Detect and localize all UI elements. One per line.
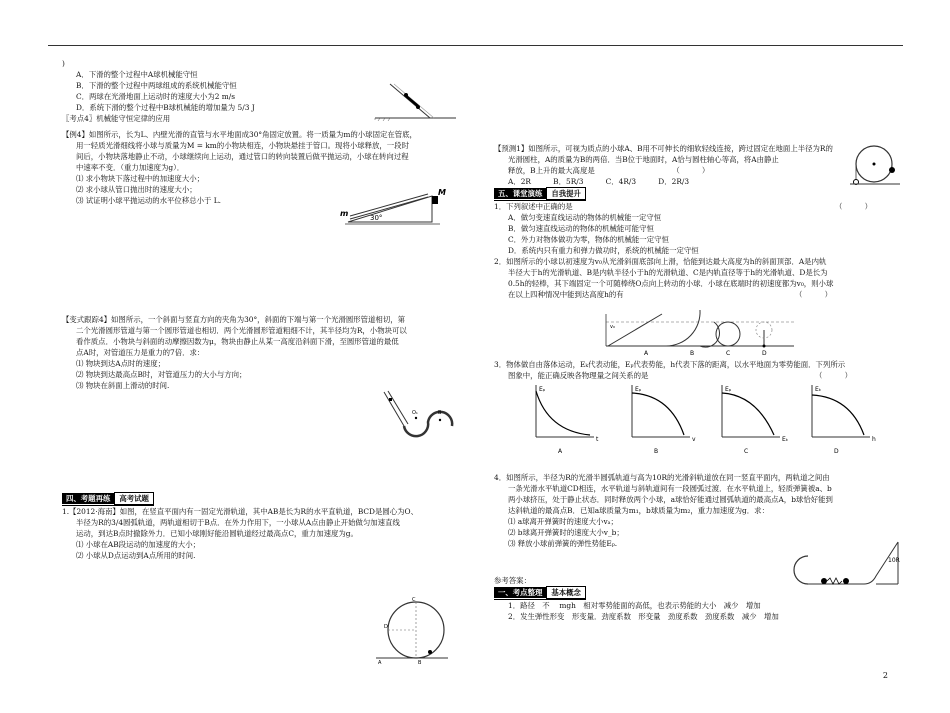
option: B．做匀速直线运动的物体的机械能可能守恒 — [508, 224, 654, 233]
svg-text:C: C — [412, 597, 416, 603]
section-heading-5 — [494, 187, 586, 201]
sub-question: ⑵ 物块到达最高点B时，对管道压力的大小与方向； — [76, 370, 247, 379]
graph-a — [536, 385, 599, 455]
practice-line: 在以上四种情况中能到达高度h的有 — [508, 290, 624, 299]
question-tail: ) — [62, 59, 65, 68]
svg-text:O₁: O₁ — [412, 410, 418, 416]
sub-question: ⑴ 物块到达A点时的速度； — [76, 359, 165, 368]
practice-line: 两小球挤压，处于静止状态．同时释放两个小球，a球恰好能通过圆弧轨道的最高点A，b球恰好能到 — [508, 495, 833, 504]
x-label: t — [596, 436, 599, 443]
y-label: Eₚ — [725, 386, 732, 393]
variant-line: 二个光滑圆形管道与第一个圆形管道也相切．两个光滑圆形管道粗细不计，其半径均为R，小物块可以 — [76, 326, 407, 335]
practice-line: 图象中，能正确反映各物理量之间关系的是 — [508, 371, 649, 380]
predict-1 — [494, 143, 902, 187]
graph-letter: C — [744, 448, 749, 455]
option: C．外力对物体做功为零，物体的机械能一定守恒 — [508, 235, 669, 244]
x-label: Eₖ — [782, 436, 789, 443]
option-b: B．下滑的整个过程中两球组成的系统机械能守恒 — [76, 81, 237, 90]
track-label-b: B — [690, 350, 695, 356]
y-label: Eₚ — [635, 386, 642, 393]
practice-line: 达斜轨道的最高点B．已知a球质量为m₁，b球质量为m₂，重力加速度为g．求： — [508, 506, 769, 515]
predict-line: 光滑圆柱，A的质量为B的两倍．当B位于地面时，A恰与圆柱轴心等高，将A由静止 — [508, 155, 779, 164]
option-c: C．两球在光滑地面上运动时的速度大小为2 m/s — [76, 92, 236, 101]
sub-question: ⑵ 求小球从管口抛出时的速度大小； — [76, 185, 197, 194]
question-line: 半径为R的3/4圆弧轨道，两轨道相切于B点．在外力作用下，一小球从A点由静止开始做匀加速直线 — [76, 518, 400, 527]
graph-letter: B — [654, 448, 659, 455]
track-label-d: D — [762, 350, 767, 356]
svg-text:D: D — [384, 624, 388, 630]
sub-question: ⑵ 小球从D点运动到A点所用的时间. — [76, 551, 196, 560]
sub-question: ⑶ 试证明小球平抛运动的水平位移总小于 L. — [76, 196, 221, 205]
section-number: 五、课堂演练 — [494, 188, 546, 199]
kaodian-heading: 〖考点4〗机械能守恒定律的应用 — [62, 114, 171, 123]
section-heading-1 — [494, 586, 586, 600]
graph-letter: D — [834, 448, 839, 455]
section-title: 自我提升 — [546, 187, 586, 200]
graph-b — [632, 385, 696, 455]
cylinder-pulley-figure — [850, 142, 902, 188]
question-line: 运动，到达B点时撤除外力．已知小球刚好能沿圆轨道经过最高点C，重力加速度为g。 — [76, 529, 358, 538]
practice-2 — [494, 256, 902, 300]
y-label: Eₚ — [539, 386, 546, 393]
label-M: M — [438, 188, 446, 197]
variant-line: 【变式跟踪4】如图所示，一个斜面与竖直方向的夹角为30°，斜面的下端与第一个光滑圆形管道相切，第 — [62, 315, 405, 324]
predict-options: A．2R B．5R/3 C．4R/3 D．2R/3 — [508, 177, 690, 186]
track-label-c: C — [726, 350, 731, 356]
answer-bracket: （ ） — [835, 202, 872, 211]
block-m-icon — [432, 196, 438, 204]
practice-3 — [494, 359, 902, 381]
practice-line: 3．物体做自由落体运动，Eₖ代表动能，Eₚ代表势能，h代表下落的距离，以水平地面为零势能面．下列所示 — [494, 360, 846, 369]
track-label-a: A — [644, 350, 649, 356]
section-number: 四、考题再练 — [62, 493, 114, 504]
svg-text:A: A — [378, 660, 382, 666]
option: A．做匀变速直线运动的物体的机械能一定守恒 — [508, 213, 662, 222]
four-tracks-figure — [494, 300, 902, 356]
answer-bracket: （ ） — [795, 290, 832, 299]
svg-text:B: B — [418, 660, 422, 666]
section-title: 高考试题 — [114, 492, 154, 505]
x-label: v — [692, 436, 696, 443]
page-number: 2 — [882, 671, 888, 680]
left-column — [62, 58, 470, 561]
practice-stem: 1．下列叙述中正确的是 — [494, 202, 573, 211]
sub-question: ⑶ 释放小球前弹簧的弹性势能Eₚ. — [508, 539, 618, 548]
section-heading-4 — [62, 492, 154, 506]
example-line: 【例4】如图所示，长为L、内壁光滑的直管与水平地面成30°角固定放置。将一质量为m的小球固定在管底， — [62, 130, 417, 139]
graph-letter: A — [558, 448, 563, 455]
x-label: h — [872, 436, 876, 443]
variant-4 — [62, 314, 470, 391]
sub-question: ⑴ a球离开弹簧时的速度大小vₐ； — [508, 517, 618, 526]
answers-title: 参考答案： — [494, 576, 531, 585]
sub-question: ⑵ b球离开弹簧时的速度大小v_b； — [508, 528, 624, 537]
answer-line: 1．路径 不 mgh 相对零势能面的高低，也表示势能的大小 减少 增加 — [508, 601, 761, 610]
incline-balls-figure — [370, 82, 460, 122]
example-line: 用一轻质光滑细线将小球与质量为M = km的小物块相连，小物块悬挂于管口。现将小球释放，一段时 — [76, 141, 409, 150]
practice-line: 半径大于h的光滑轨道、B是内轨半径小于h的光滑轨道、C是内轨直径等于h的光滑轨道、D是长为 — [508, 268, 828, 277]
example-line: 中速率不变．（重力加速度为g）． — [76, 163, 185, 172]
predict-line: 【预测1】如图所示，可视为质点的小球A、B用不可伸长的细软轻线连接，跨过固定在地面上半径为R的 — [494, 144, 833, 153]
label-angle: 30° — [370, 214, 383, 222]
tube-incline-figure — [340, 186, 450, 226]
y-label: Eₖ — [815, 386, 822, 393]
energy-graphs-figure — [494, 381, 902, 459]
double-circle-track-figure — [382, 388, 458, 442]
practice-line: 4．如图所示，半径为R的光滑半圆弧轨道与高为10R的光滑斜轨道放在同一竖直平面内，两轨道之间由 — [494, 473, 830, 482]
header-rule — [48, 45, 903, 46]
variant-line: 点A时，对管道压力是重力的7倍．求： — [76, 348, 205, 357]
example-line: 间后，小物块落地静止不动，小球继续向上运动，通过管口的转向装置后做平抛运动，小球在转向过程 — [76, 152, 409, 161]
graph-c — [722, 385, 789, 455]
circular-track-figure — [372, 596, 452, 666]
graph-d — [812, 385, 876, 455]
practice-line: 2．如图所示的小球以初速度为v₀从光滑斜面底部向上滑，恰能到达最大高度为h的斜面顶部．A是内轨 — [494, 257, 827, 266]
predict-line: 释放，B上升的最大高度是 （ ） — [508, 166, 710, 175]
option-d: D．系统下滑的整个过程中B球机械能的增加量为 5/3 J — [76, 103, 255, 112]
spring-track-figure — [790, 536, 906, 600]
variant-line: 看作质点．小物块与斜面的动摩擦因数为μ，物块由静止从某一高度沿斜面下滑，至圆形管道的最低 — [76, 337, 399, 346]
answer-line: 2．发生弹性形变 形变量．劲度系数 形变量 劲度系数 劲度系数 减少 增加 — [508, 612, 779, 621]
sub-question: ⑶ 物块在斜面上滑动的时间. — [76, 381, 170, 390]
svg-text:v₀: v₀ — [610, 324, 615, 330]
option-a: A．下滑的整个过程中A球机械能守恒 — [76, 70, 198, 79]
option: D．系统内只有重力和弹力做功时，系统的机械能一定守恒 — [508, 246, 699, 255]
practice-line: 0.5h的轻棒，其下端固定一个可随棒绕O点向上转动的小球．小球在底端时的初速度都为v₀，则小球 — [508, 279, 834, 288]
label-m: m — [340, 209, 349, 218]
practice-1 — [494, 201, 902, 256]
svg-text:B: B — [438, 410, 442, 416]
section-number: 一、考点整理 — [494, 587, 546, 598]
section-title: 基本概念 — [546, 586, 586, 599]
sub-question: ⑴ 求小物块下落过程中的加速度大小； — [76, 174, 204, 183]
question-1 — [62, 506, 470, 561]
sub-question: ⑴ 小球在AB段运动的加速度的大小； — [76, 540, 200, 549]
practice-line: 一条光滑水平轨道CD相连，水平轨道与斜轨道间有一段圆弧过渡．在水平轨道上，轻质弹簧被a、b — [508, 484, 832, 493]
question-line: 1.【2012·海南】如图，在竖直平面内有一固定光滑轨道，其中AB是长为R的水平直轨道，BCD是圆心为O、 — [62, 507, 418, 516]
height-label: 10R — [888, 557, 900, 564]
answer-bracket: （ ） — [815, 371, 852, 380]
